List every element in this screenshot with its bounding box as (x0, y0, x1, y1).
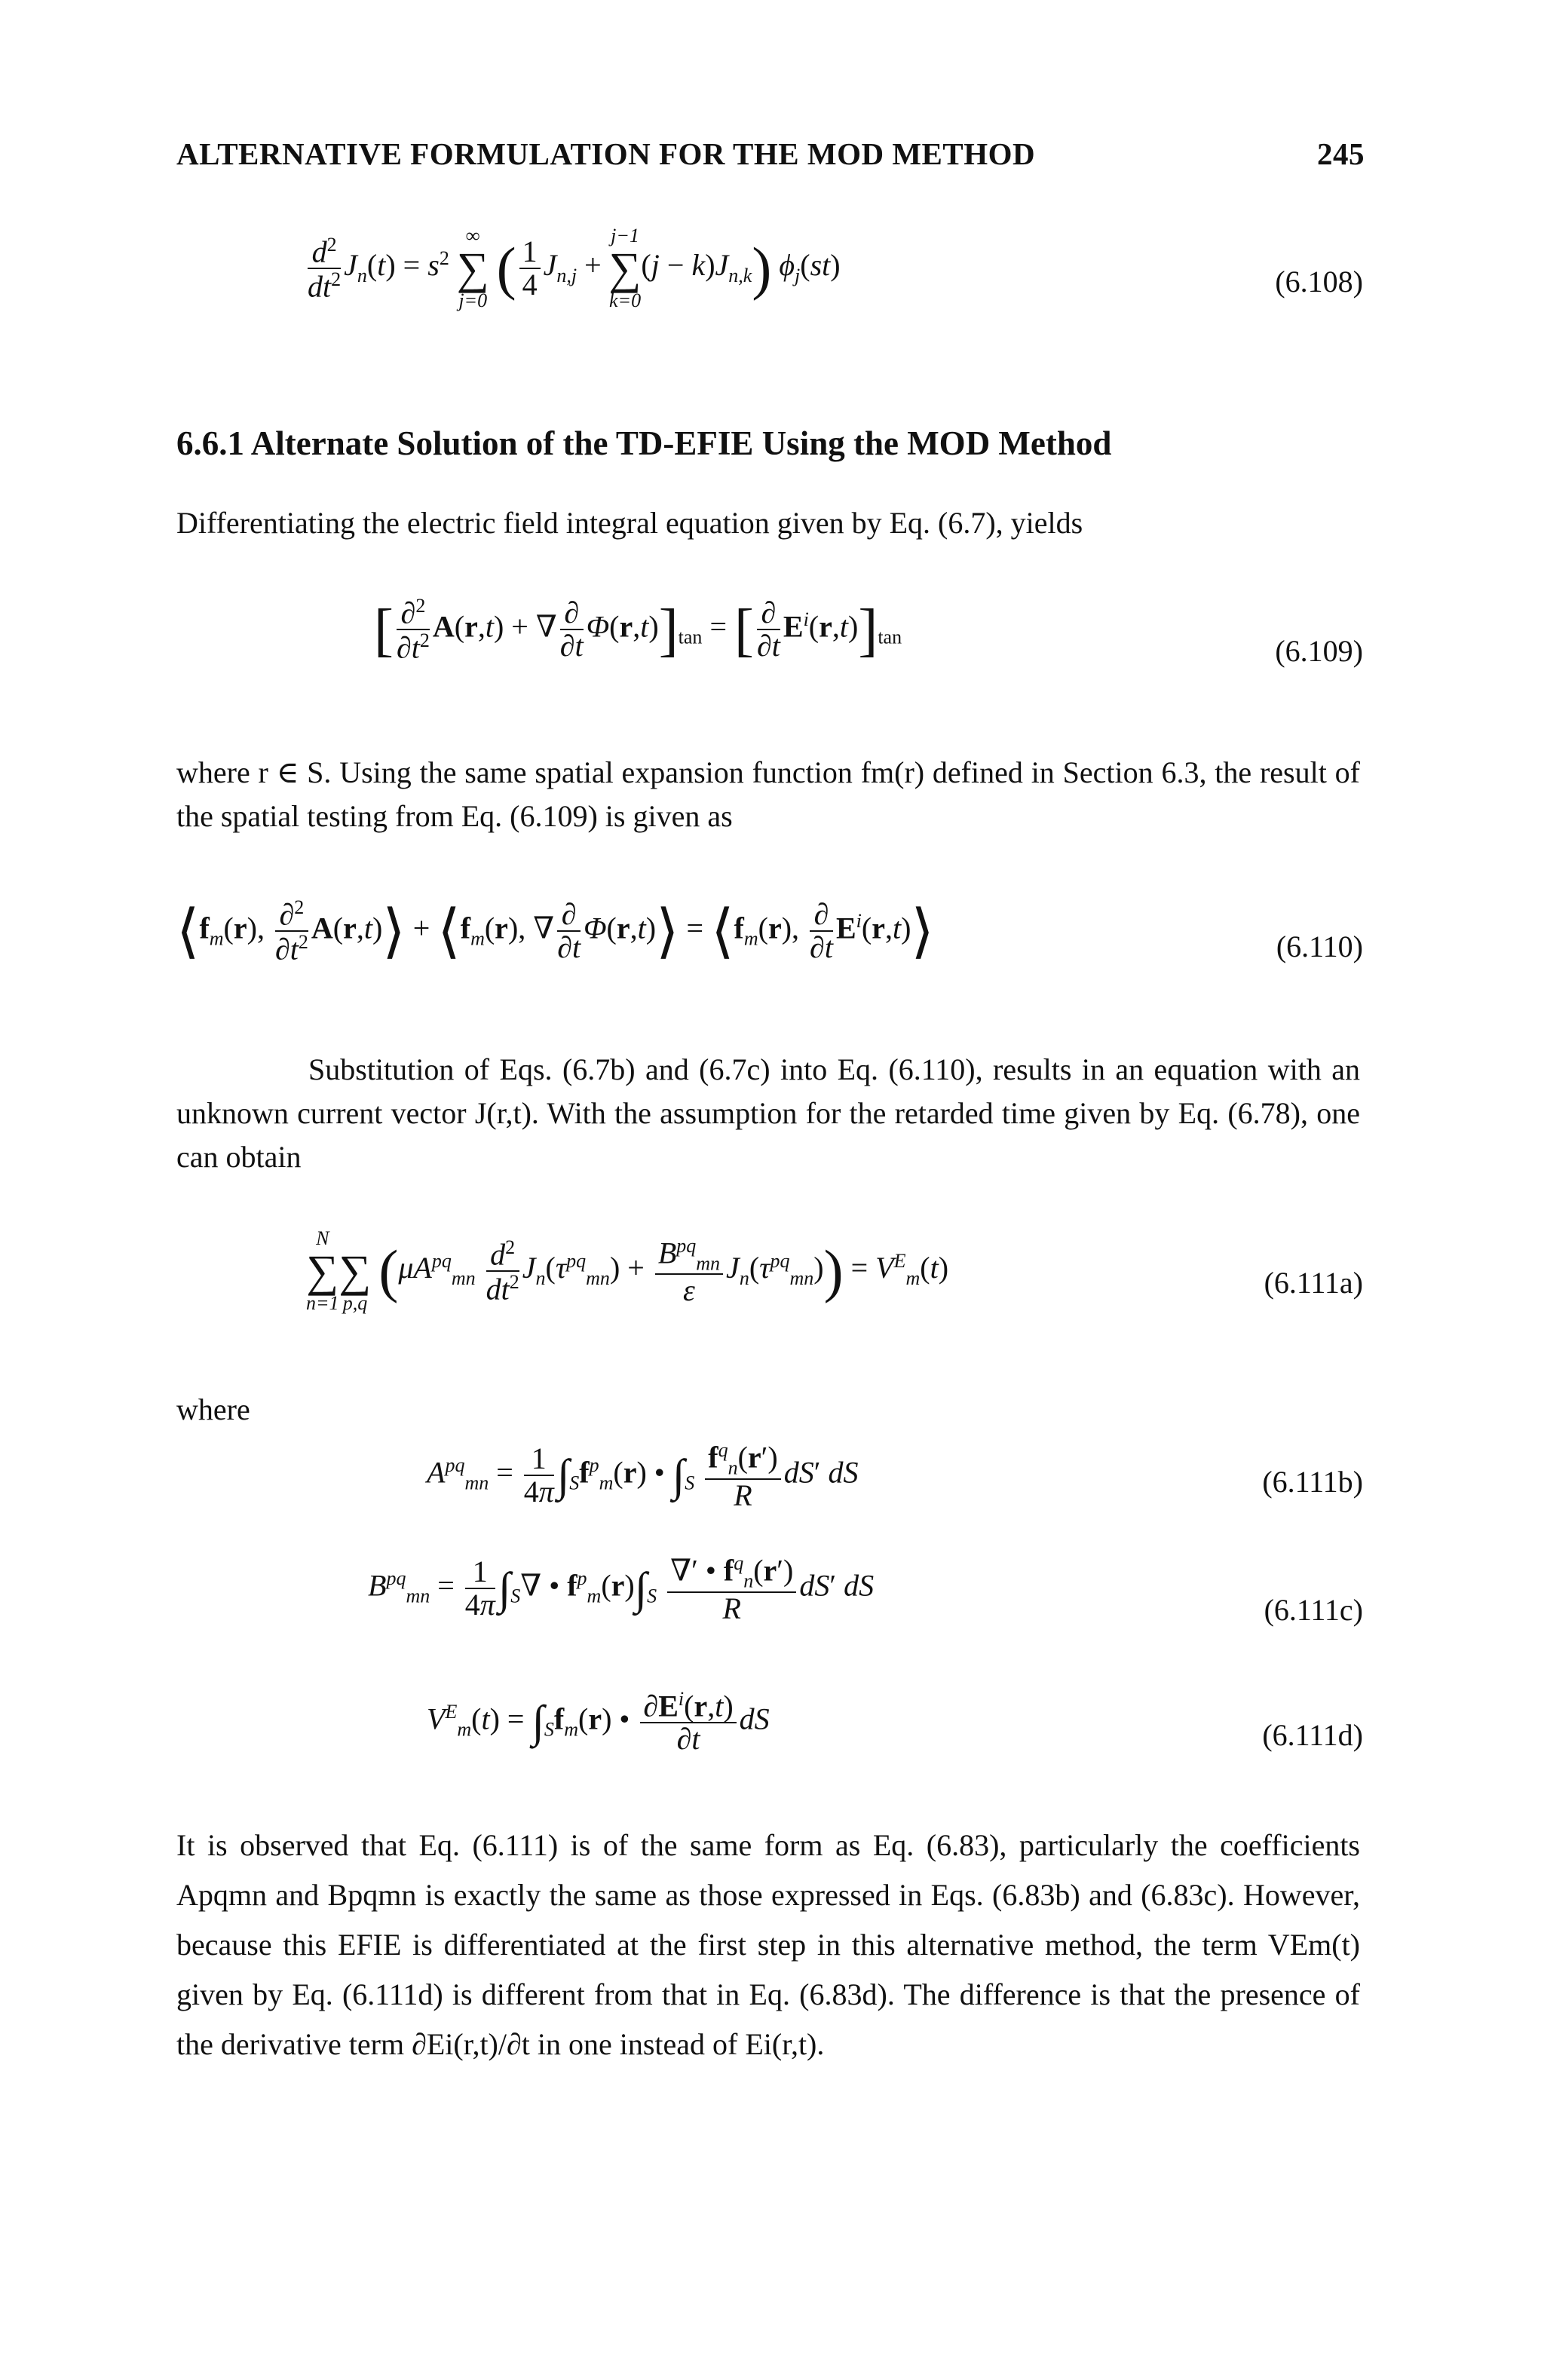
paragraph: It is observed that Eq. (6.111) is of the same form as Eq. (6.83), particularly the coefficients Apqmn and Bpqmn is exactly the same as those expressed in Eqs. (6.83b) and (6.83c). However, because this EFIE is differentiated at the first step in this alternative method, the term VEm(t) given by Eq. (6.111d) is different from that in Eq. (6.83d). The difference is that the presence of the derivative term ∂Ei(r,t)/∂t in one instead of Ei(r,t). (176, 1828, 1360, 2061)
paragraph: Substitution of Eqs. (6.7b) and (6.7c) into Eq. (6.110), results in an equation with an unknown current vector J(r,t). With the assumption for the retarded time given by Eq. (6.78), one can obtain (176, 1052, 1360, 1174)
where-label: where (176, 1392, 250, 1426)
equation-6-111a: N ∑ n=1 ∑ p,q ($\mu A^{pq}_{mn}$ $\frac{d^2}{dt^2}$ $J_n(\tau^{pq}_{mn})$ + $\frac{B^{pq}_{mn}}{\varepsilon}$ $J_n(\tau^{pq}_{mn})) = V^E_m(t)$ (306, 1227, 949, 1314)
running-header-title: ALTERNATIVE FORMULATION FOR THE MOD METHOD (176, 136, 1036, 171)
equation-number: (6.109) (1275, 634, 1363, 668)
equation-6-108: $\frac{d^2}{dt^2}$ $J_n(t) = s^2$ ∞ ∑ j=0 ( $\frac{1}{4}$ $J_{n,j}$ + j−1 ∑ k=0 $(j - k)J_{n,k}$) $\phi_j(st)$ (308, 225, 841, 311)
equation-number: (6.111b) (1262, 1465, 1363, 1499)
paragraph: Differentiating the electric field integral equation given by Eq. (6.7), yields (176, 506, 1083, 540)
section-heading: 6.6.1 Alternate Solution of the TD-EFIE Using the MOD Method (176, 424, 1112, 462)
equation-6-111c: $B^{pq}_{mn}$ = $\frac{1}{4\pi}$ $\int_S\nabla$ • $f^p_m(r)\int_S$ $\frac{\nabla' • f^q_n(r')}{R}$ dS′ dS (368, 1552, 875, 1625)
equation-number: (6.111c) (1264, 1593, 1363, 1627)
equation-number: (6.110) (1276, 930, 1363, 963)
paragraph: where r ∈ S. Using the same spatial expansion function fm(r) defined in Section 6.3, the result of the spatial testing from Eq. (6.109) is given as (176, 755, 1360, 833)
equation-number: (6.111d) (1262, 1718, 1363, 1752)
equation-6-111d: $V^E_m(t) = \int_Sf_m(r)$ • $\frac{\partial E^i(r,t)}{\partial t}$ dS (427, 1688, 770, 1757)
equation-6-110: $⟨f_m(r)$, $\frac{\partial^2}{\partial t^2}$ A(r,t)⟩ + $⟨f_m(r)$, ∇ $\frac{\partial}{\partial t}$ Φ(r,t)⟩ = $⟨f_m(r)$, $\frac{\partial}{\partial t}$ $E^i(r,t)⟩$ (176, 896, 934, 966)
equation-number: (6.111a) (1264, 1266, 1363, 1300)
page-number: 245 (1317, 136, 1365, 171)
equation-6-111b: $A^{pq}_{mn}$ = $\frac{1}{4\pi}$ $\int_Sf^p_m(r)$ • $\int_S$ $\frac{f^q_n(r')}{R}$ dS′ dS (427, 1439, 859, 1512)
equation-number: (6.108) (1275, 265, 1363, 299)
equation-6-109: [ $\frac{\partial^2}{\partial t^2}$ A(r,t) + ∇ $\frac{\partial}{\partial t}$ $\Phi(r,t)]_{tan}$ = [ $\frac{\partial}{\partial t}$ $E^i(r,t)]_{tan}$ (374, 595, 902, 665)
